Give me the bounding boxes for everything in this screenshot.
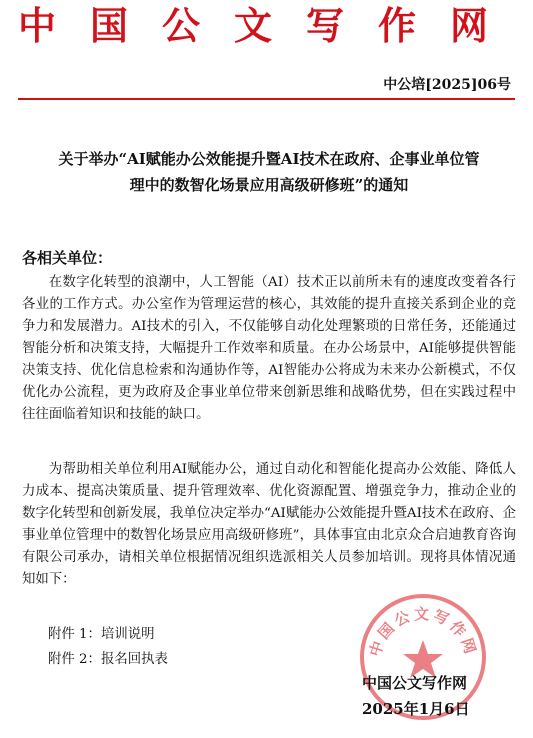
masthead-char: 国 [90,4,129,48]
masthead-char: 文 [234,4,273,48]
masthead-char: 写 [306,4,345,48]
masthead-char: 网 [450,4,489,48]
body-paragraph-2: 为帮助相关单位利用AI赋能办公，通过自动化和智能化提高办公效能、降低人力成本、提高决策质量、提升管理效率、优化资源配置、增强竞争力，推动企业的数字化转型和创新发展，我单位决定举办“AI赋能办公效能提升暨AI技术在政府、企事业单位管理中的数智化场景应用高级研修班”，具体事宜由北京众合启迪教育咨询有限公司承办，请相关单位根据情况组织选派相关人员参加培训。现将具体情况通知如下： [22,462,516,587]
signature-date: 2025年1月6日 [362,700,470,718]
red-divider [18,98,515,100]
masthead-char: 作 [378,4,417,48]
addressee: 各相关单位： [22,249,113,267]
attachment-1: 附件 1：培训说明 [48,627,155,642]
attachment-2: 附件 2：报名回执表 [48,652,168,667]
masthead [0,6,533,46]
masthead-char: 中 [18,4,57,48]
document-number: 中公培[2025]06号 [383,77,511,93]
notice-title-line-2: 理中的数智化场景应用高级研修班”的通知 [129,176,409,194]
seal-text: 中国公文写作网 [365,605,481,659]
signature-organization: 中国公文写作网 [362,674,468,692]
notice-title-line-1: 关于举办“AI赋能办公效能提升暨AI技术在政府、企事业单位管 [58,150,480,168]
masthead-char: 公 [162,4,201,48]
body-paragraph-1: 在数字化转型的浪潮中，人工智能（AI）技术正以前所未有的速度改变着各行各业的工作方式。办公室作为管理运营的核心，其效能的提升直接关系到企业的竞争力和发展潜力。AI技术的引入，不仅能够自动化处理繁琐的日常任务，还能通过智能分析和决策支持，大幅提升工作效率和质量。在办公场景中，AI能够提供智能决策支持、优化信息检索和沟通协作等，AI智能办公将成为未来办公新模式，不仅优化办公流程，更为政府及企事业单位带来创新思维和战略优势，但在实践过程中往往面临着知识和技能的缺口。 [22,275,516,422]
